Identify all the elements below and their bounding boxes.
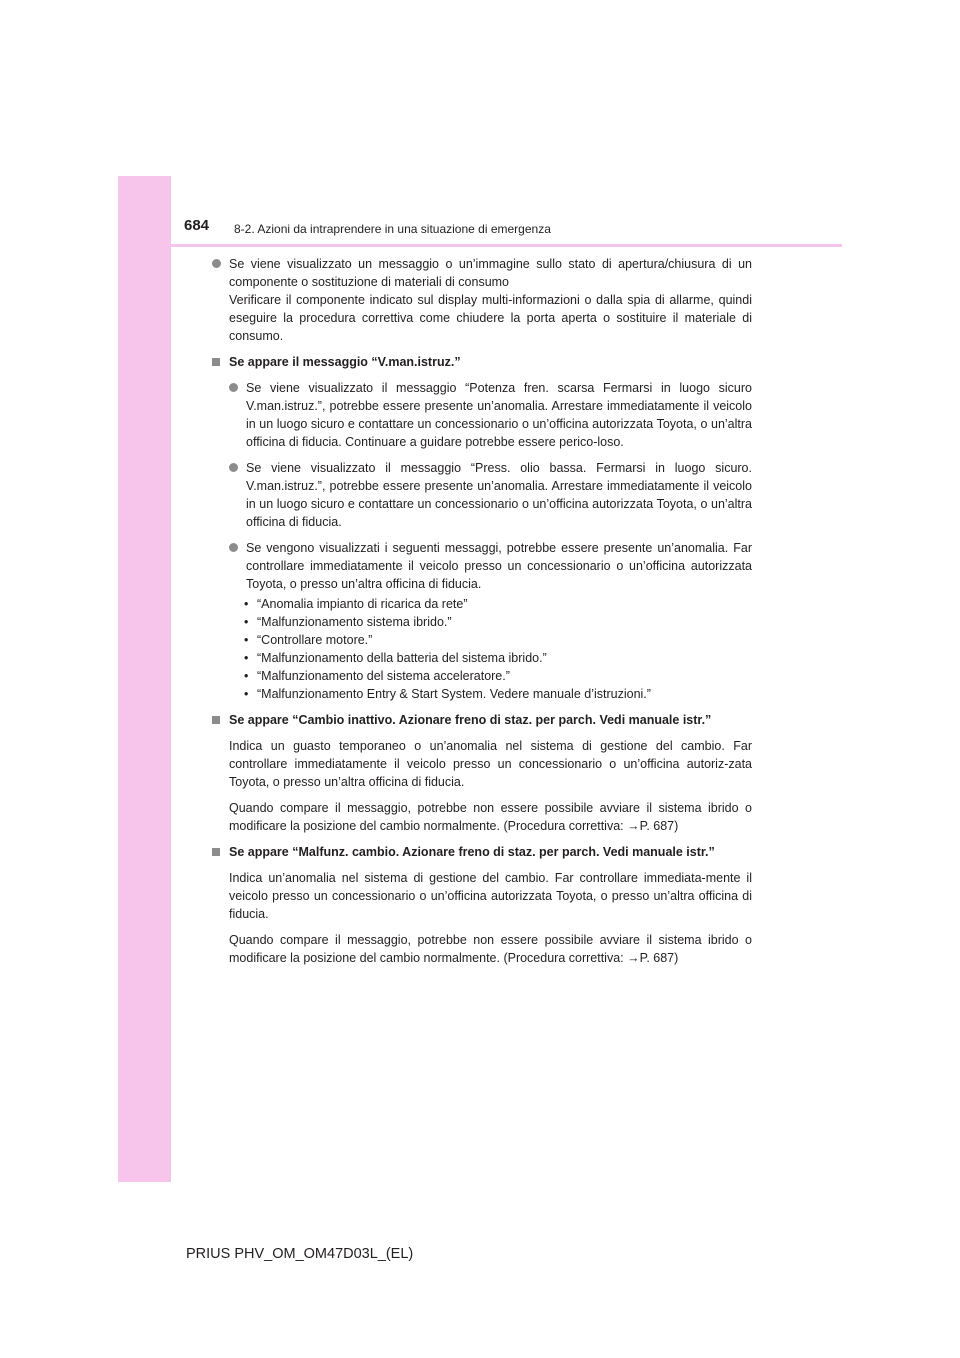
section3-heading-text: Se appare “Malfunz. cambio. Azionare freno di staz. per parch. Vedi manuale istr.”: [229, 845, 715, 859]
message-item: • “Malfunzionamento Entry & Start System. Vedere manuale d’istruzioni.”: [257, 685, 752, 703]
circle-bullet-icon: [229, 463, 238, 472]
square-bullet-icon: [212, 358, 220, 366]
square-bullet-icon: [212, 848, 220, 856]
document-code: PRIUS PHV_OM_OM47D03L_(EL): [186, 1246, 414, 1262]
circle-bullet-icon: [229, 383, 238, 392]
message-item: • “Malfunzionamento della batteria del sistema ibrido.”: [257, 649, 752, 667]
list-item: [229, 539, 752, 593]
intro-line2: Verificare il componente indicato sul display multi-informazioni o dalla spia di allarme, quindi eseguire la procedura correttiva come chiudere la porta aperta o sostituire il materiale di consumo.: [229, 293, 752, 343]
list-item-text: Se vengono visualizzati i seguenti messaggi, potrebbe essere presente un’anomalia. Far controllare immediatamente il veicolo presso un concessionario o un’officina autorizzata Toyota, o presso un’altra officina di fiducia.: [246, 541, 752, 591]
message-item: • “Controllare motore.”: [257, 631, 752, 649]
section3-heading: [212, 843, 752, 861]
message-item: • “Malfunzionamento sistema ibrido.”: [257, 613, 752, 631]
list-item: [229, 459, 752, 531]
section1-heading-text: Se appare il messaggio “V.man.istruz.”: [229, 355, 461, 369]
message-item: • “Malfunzionamento del sistema acceleratore.”: [257, 667, 752, 685]
section2-para1: Indica un guasto temporaneo o un’anomalia nel sistema di gestione del cambio. Far controllare immediatamente il veicolo presso un concessionario o un’officina autoriz-zata Toyota, o presso un’altra officina di fiducia.: [229, 739, 752, 789]
section3-para2: Quando compare il messaggio, potrebbe non essere possibile avviare il sistema ibrido o modificare la posizione del cambio normalmente. (Procedura correttiva: →P. 687): [229, 933, 752, 965]
page-number: 684: [184, 217, 210, 234]
message-list: [229, 595, 752, 703]
message-item: • “Anomalia impianto di ricarica da rete”: [257, 595, 752, 613]
page-content: [212, 255, 752, 975]
list-item: [229, 379, 752, 451]
circle-bullet-icon: [229, 543, 238, 552]
section3-para1: Indica un’anomalia nel sistema di gestione del cambio. Far controllare immediata-mente il veicolo presso un concessionario o un’officina autorizzata Toyota, o presso un’altra officina di fiducia.: [229, 871, 752, 921]
section1-body: [212, 379, 752, 703]
square-bullet-icon: [212, 716, 220, 724]
section2-para2: Quando compare il messaggio, potrebbe non essere possibile avviare il sistema ibrido o modificare la posizione del cambio normalmente. (Procedura correttiva: →P. 687): [229, 801, 752, 833]
circle-bullet-icon: [212, 259, 221, 268]
section2-heading: [212, 711, 752, 729]
sidebar-tab: [118, 176, 171, 1182]
list-item-text: Se viene visualizzato il messaggio “Potenza fren. scarsa Fermarsi in luogo sicuro V.man.istruz.”, potrebbe essere presente un’anomalia. Arrestare immediatamente il veicolo in un luogo sicuro e contattare un concessionario o un’officina autorizzata Toyota, o un’altra officina di fiducia. Continuare a guidare potrebbe essere perico-loso.: [246, 381, 752, 449]
section1-heading: [212, 353, 752, 371]
intro-line1: Se viene visualizzato un messaggio o un’immagine sullo stato di apertura/chiusura di un componente o sostituzione di materiali di consumo: [229, 257, 752, 289]
list-item-text: Se viene visualizzato il messaggio “Press. olio bassa. Fermarsi in luogo sicuro. V.man.istruz.”, potrebbe essere presente un’anomalia. Arrestare immediatamente il veicolo in un luogo sicuro e contattare un concessionario o un’officina autorizzata Toyota, o un’altra officina di fiducia.: [246, 461, 752, 529]
section-title: 8-2. Azioni da intraprendere in una situazione di emergenza: [234, 222, 551, 236]
header-rule: [171, 244, 842, 247]
section2-heading-text: Se appare “Cambio inattivo. Azionare freno di staz. per parch. Vedi manuale istr.”: [229, 713, 712, 727]
intro-item: [212, 255, 752, 345]
